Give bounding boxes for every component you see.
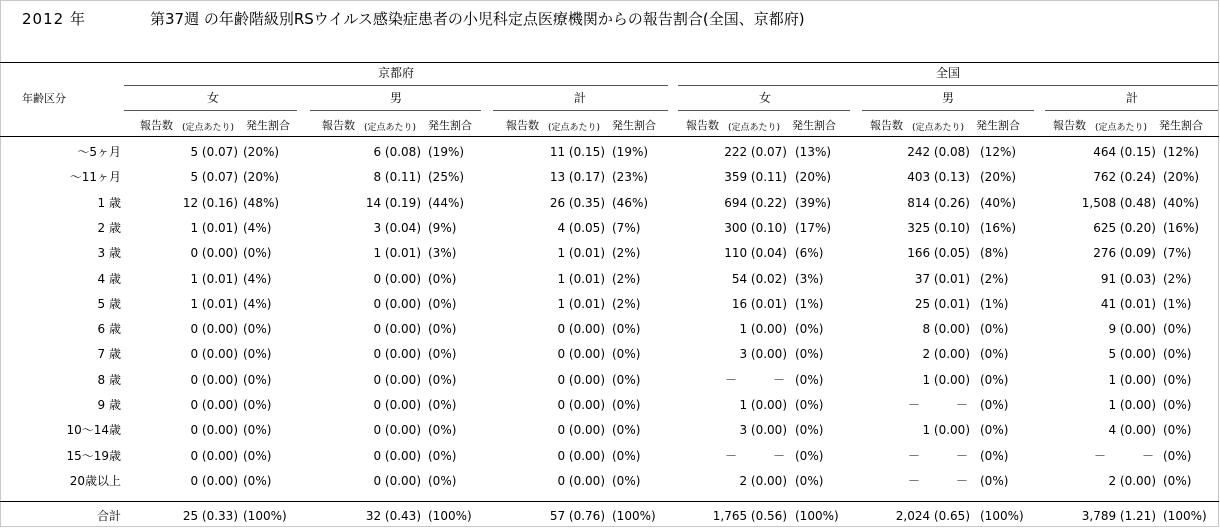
total-row-value-3: 1,765 (0.56): [712, 509, 787, 523]
report-title: 第37週 の年齢階級別RSウイルス感染症患者の小児科定点医療機関からの報告割合(全国、京都府): [150, 10, 805, 28]
national-header: 全国: [935, 66, 960, 80]
table-row-12-ratio-4: (0%): [980, 448, 1009, 463]
subheader-count-1: 報告数: [322, 119, 355, 132]
table-row-13-ratio-4: (0%): [980, 473, 1009, 488]
table-row-8-ratio-4: (0%): [980, 347, 1009, 362]
sex-rule-2: [493, 110, 668, 111]
table-row-1-ratio-0: (20%): [243, 170, 280, 185]
table-row-9-value-4: 1 (0.00): [922, 372, 970, 387]
table-row-7-age: 6 歳: [97, 322, 121, 337]
table-row-8-value-1: 0 (0.00): [373, 347, 421, 362]
table-row-4-value-1: 1 (0.01): [373, 246, 421, 261]
table-row-3-value-3: 300 (0.10): [724, 220, 787, 235]
table-row-10-ratio-4: (0%): [980, 398, 1009, 412]
table-row-13-value-4: － －: [908, 473, 969, 488]
table-row-13-ratio-3: (0%): [795, 473, 824, 488]
total-row-ratio-2: (100%): [612, 509, 656, 523]
table-row-0-ratio-1: (19%): [428, 145, 465, 159]
subheader-count-5: 報告数: [1053, 119, 1086, 132]
table-row-12-ratio-0: (0%): [243, 448, 272, 463]
table-row-0-age: 〜5ヶ月: [77, 145, 121, 159]
table-row-11-value-5: 4 (0.00): [1108, 423, 1156, 438]
subheader-per-2: (定点あたり): [548, 123, 601, 133]
table-row-8-value-4: 2 (0.00): [922, 347, 970, 362]
table-row-3-value-4: 325 (0.10): [907, 220, 970, 235]
table-row-8-ratio-5: (0%): [1163, 347, 1192, 362]
table-row-12-value-1: 0 (0.00): [373, 448, 421, 463]
subheader-per-1: (定点あたり): [364, 123, 417, 133]
table-row-13-value-3: 2 (0.00): [739, 473, 787, 488]
table-row-2-ratio-3: (39%): [795, 195, 832, 210]
table-row-9-value-5: 1 (0.00): [1108, 372, 1156, 387]
table-row-6-ratio-4: (1%): [980, 296, 1009, 311]
table-row-5-value-1: 0 (0.00): [373, 271, 421, 286]
total-row-ratio-4: (100%): [980, 509, 1024, 523]
header-bottom-rule: [0, 136, 1219, 137]
table-row-7-ratio-1: (0%): [428, 322, 457, 337]
table-row-5-age: 4 歳: [97, 271, 121, 286]
kyoto-header: 京都府: [377, 66, 414, 80]
subheader-per-3: (定点あたり): [728, 123, 781, 133]
table-row-0-ratio-5: (12%): [1163, 145, 1200, 159]
table-row-5-value-4: 37 (0.01): [914, 271, 970, 286]
table-row-12-ratio-2: (0%): [612, 448, 641, 463]
table-row-0-value-1: 6 (0.08): [373, 145, 421, 159]
table-row-7-value-3: 1 (0.00): [739, 322, 787, 337]
table-row-11-ratio-0: (0%): [243, 423, 272, 438]
table-row-8-value-2: 0 (0.00): [557, 347, 605, 362]
age-column-header: 年齢区分: [22, 92, 66, 105]
table-row-13-value-5: 2 (0.00): [1108, 473, 1156, 488]
table-row-12-value-0: 0 (0.00): [190, 448, 238, 463]
table-row-4-ratio-1: (3%): [428, 246, 457, 261]
subheader-per-4: (定点あたり): [912, 123, 965, 133]
table-row-6-ratio-0: (4%): [243, 296, 272, 311]
table-row-7-ratio-0: (0%): [243, 322, 272, 337]
table-row-13-ratio-0: (0%): [243, 473, 272, 488]
table-row-11-ratio-4: (0%): [980, 423, 1009, 438]
table-row-10-ratio-1: (0%): [428, 398, 457, 412]
table-row-12-ratio-3: (0%): [795, 448, 824, 463]
sex-header-4: 男: [941, 91, 954, 105]
national-group-rule: [678, 85, 1218, 86]
table-row-2-value-0: 12 (0.16): [182, 195, 238, 210]
subheader-count-0: 報告数: [140, 119, 173, 132]
table-row-10-ratio-2: (0%): [612, 398, 641, 412]
total-row-value-5: 3,789 (1.21): [1081, 509, 1156, 523]
table-row-3-ratio-5: (16%): [1163, 220, 1200, 235]
table-row-3-value-1: 3 (0.04): [373, 220, 421, 235]
table-row-0-value-5: 464 (0.15): [1093, 145, 1156, 159]
table-row-8-ratio-1: (0%): [428, 347, 457, 362]
subheader-ratio-0: 発生割合: [246, 119, 290, 132]
table-row-4-ratio-5: (7%): [1163, 246, 1192, 261]
table-row-5-value-0: 1 (0.01): [190, 271, 238, 286]
table-row-9-ratio-4: (0%): [980, 372, 1009, 387]
table-row-10-age: 9 歳: [97, 398, 121, 412]
table-row-8-ratio-0: (0%): [243, 347, 272, 362]
report-year: 2012 年: [22, 10, 86, 28]
table-row-5-ratio-3: (3%): [795, 271, 824, 286]
table-row-7-value-4: 8 (0.00): [922, 322, 970, 337]
table-row-13-age: 20歳以上: [69, 473, 121, 488]
table-row-7-value-0: 0 (0.00): [190, 322, 238, 337]
table-row-1-value-0: 5 (0.07): [190, 170, 238, 185]
table-row-0-value-4: 242 (0.08): [907, 145, 970, 159]
table-row-8-value-5: 5 (0.00): [1108, 347, 1156, 362]
table-row-1-value-1: 8 (0.11): [373, 170, 421, 185]
table-row-5-ratio-0: (4%): [243, 271, 272, 286]
sex-header-1: 男: [389, 91, 402, 105]
table-row-1-ratio-5: (20%): [1163, 170, 1200, 185]
table-row-5-value-3: 54 (0.02): [731, 271, 787, 286]
table-row-6-ratio-5: (1%): [1163, 296, 1192, 311]
table-row-6-ratio-1: (0%): [428, 296, 457, 311]
table-row-7-value-1: 0 (0.00): [373, 322, 421, 337]
table-row-10-ratio-5: (0%): [1163, 398, 1192, 412]
table-row-10-value-4: － －: [908, 398, 969, 412]
table-row-0-value-2: 11 (0.15): [549, 145, 605, 159]
table-row-4-ratio-3: (6%): [795, 246, 824, 261]
table-row-9-ratio-0: (0%): [243, 372, 272, 387]
table-row-3-ratio-1: (9%): [428, 220, 457, 235]
table-row-3-age: 2 歳: [97, 220, 121, 235]
table-row-7-ratio-3: (0%): [795, 322, 824, 337]
subheader-per-0: (定点あたり): [182, 123, 235, 133]
table-row-2-age: 1 歳: [97, 195, 121, 210]
table-row-13-ratio-1: (0%): [428, 473, 457, 488]
table-row-11-value-4: 1 (0.00): [922, 423, 970, 438]
table-row-2-ratio-2: (46%): [612, 195, 649, 210]
table-row-7-ratio-2: (0%): [612, 322, 641, 337]
kyoto-group-rule: [124, 85, 668, 86]
sex-header-3: 女: [758, 91, 771, 105]
table-row-11-value-2: 0 (0.00): [557, 423, 605, 438]
table-row-4-ratio-2: (2%): [612, 246, 641, 261]
subheader-ratio-2: 発生割合: [612, 119, 656, 132]
sex-rule-4: [862, 110, 1034, 111]
total-row-value-2: 57 (0.76): [549, 509, 605, 523]
sex-rule-3: [678, 110, 850, 111]
table-row-0-value-0: 5 (0.07): [190, 145, 238, 159]
table-row-3-ratio-2: (7%): [612, 220, 641, 235]
table-row-8-ratio-2: (0%): [612, 347, 641, 362]
subheader-ratio-5: 発生割合: [1159, 119, 1203, 132]
table-row-10-value-2: 0 (0.00): [557, 398, 605, 412]
table-row-8-value-3: 3 (0.00): [739, 347, 787, 362]
subheader-ratio-1: 発生割合: [428, 119, 472, 132]
subheader-per-5: (定点あたり): [1095, 123, 1148, 133]
subheader-ratio-4: 発生割合: [976, 119, 1020, 132]
table-row-13-value-2: 0 (0.00): [557, 473, 605, 488]
table-row-4-ratio-0: (0%): [243, 246, 272, 261]
table-row-1-ratio-3: (20%): [795, 170, 832, 185]
table-row-0-ratio-3: (13%): [795, 145, 832, 159]
table-row-5-ratio-5: (2%): [1163, 271, 1192, 286]
sex-rule-0: [124, 110, 297, 111]
table-row-8-age: 7 歳: [97, 347, 121, 362]
table-row-9-value-2: 0 (0.00): [557, 372, 605, 387]
table-row-9-ratio-5: (0%): [1163, 372, 1192, 387]
table-row-4-value-4: 166 (0.05): [907, 246, 970, 261]
table-row-13-value-0: 0 (0.00): [190, 473, 238, 488]
table-row-1-ratio-1: (25%): [428, 170, 465, 185]
table-row-9-ratio-3: (0%): [795, 372, 824, 387]
table-row-12-value-2: 0 (0.00): [557, 448, 605, 463]
table-row-1-ratio-4: (20%): [980, 170, 1017, 185]
table-row-6-value-2: 1 (0.01): [557, 296, 605, 311]
sex-header-2: 計: [573, 91, 586, 105]
subheader-ratio-3: 発生割合: [792, 119, 836, 132]
table-row-6-value-4: 25 (0.01): [914, 296, 970, 311]
table-row-4-value-2: 1 (0.01): [557, 246, 605, 261]
sex-header-0: 女: [206, 91, 219, 105]
table-row-3-ratio-4: (16%): [980, 220, 1017, 235]
table-row-2-value-2: 26 (0.35): [549, 195, 605, 210]
table-row-1-ratio-2: (23%): [612, 170, 649, 185]
sex-rule-1: [310, 110, 481, 111]
subheader-count-4: 報告数: [870, 119, 903, 132]
table-row-0-ratio-4: (12%): [980, 145, 1017, 159]
table-row-13-ratio-2: (0%): [612, 473, 641, 488]
sex-rule-5: [1045, 110, 1218, 111]
table-row-9-ratio-2: (0%): [612, 372, 641, 387]
table-row-3-value-0: 1 (0.01): [190, 220, 238, 235]
total-top-rule: [0, 501, 1219, 502]
table-row-12-value-3: － －: [725, 448, 786, 463]
total-row-value-4: 2,024 (0.65): [895, 509, 970, 523]
total-row-age: 合計: [96, 509, 121, 523]
table-row-6-age: 5 歳: [97, 296, 121, 311]
table-row-4-value-0: 0 (0.00): [190, 246, 238, 261]
table-row-8-value-0: 0 (0.00): [190, 347, 238, 362]
table-row-11-ratio-3: (0%): [795, 423, 824, 438]
table-row-11-ratio-5: (0%): [1163, 423, 1192, 438]
table-row-4-ratio-4: (8%): [980, 246, 1009, 261]
table-row-1-value-3: 359 (0.11): [724, 170, 787, 185]
table-row-5-value-5: 91 (0.03): [1100, 271, 1156, 286]
table-row-8-ratio-3: (0%): [795, 347, 824, 362]
table-row-12-ratio-5: (0%): [1163, 448, 1192, 463]
table-row-11-value-0: 0 (0.00): [190, 423, 238, 438]
total-row-value-1: 32 (0.43): [365, 509, 421, 523]
table-row-2-value-4: 814 (0.26): [907, 195, 970, 210]
table-row-6-value-0: 1 (0.01): [190, 296, 238, 311]
total-row-value-0: 25 (0.33): [182, 509, 238, 523]
table-row-13-value-1: 0 (0.00): [373, 473, 421, 488]
table-row-1-age: 〜11ヶ月: [69, 170, 121, 185]
table-row-5-ratio-2: (2%): [612, 271, 641, 286]
table-row-3-ratio-0: (4%): [243, 220, 272, 235]
table-row-0-ratio-0: (20%): [243, 145, 280, 159]
table-row-11-ratio-1: (0%): [428, 423, 457, 438]
table-row-5-ratio-4: (2%): [980, 271, 1009, 286]
table-row-10-value-3: 1 (0.00): [739, 398, 787, 412]
table-top-rule: [0, 62, 1219, 63]
table-row-2-ratio-1: (44%): [428, 195, 465, 210]
sex-header-5: 計: [1125, 91, 1138, 105]
table-row-12-age: 15〜19歳: [66, 448, 121, 463]
table-row-0-ratio-2: (19%): [612, 145, 649, 159]
table-row-11-value-3: 3 (0.00): [739, 423, 787, 438]
table-row-4-value-3: 110 (0.04): [724, 246, 787, 261]
table-row-6-value-3: 16 (0.01): [731, 296, 787, 311]
table-row-9-ratio-1: (0%): [428, 372, 457, 387]
subheader-count-3: 報告数: [686, 119, 719, 132]
table-row-3-ratio-3: (17%): [795, 220, 832, 235]
table-row-6-ratio-2: (2%): [612, 296, 641, 311]
table-row-11-age: 10〜14歳: [66, 423, 121, 438]
table-row-12-value-4: － －: [908, 448, 969, 463]
table-row-2-value-5: 1,508 (0.48): [1081, 195, 1156, 210]
table-row-2-ratio-4: (40%): [980, 195, 1017, 210]
table-row-9-value-1: 0 (0.00): [373, 372, 421, 387]
table-row-11-value-1: 0 (0.00): [373, 423, 421, 438]
table-row-12-ratio-1: (0%): [428, 448, 457, 463]
table-row-7-ratio-4: (0%): [980, 322, 1009, 337]
table-row-9-value-3: － －: [725, 372, 786, 387]
table-row-6-value-1: 0 (0.00): [373, 296, 421, 311]
total-row-ratio-3: (100%): [795, 509, 839, 523]
table-row-7-ratio-5: (0%): [1163, 322, 1192, 337]
subheader-count-2: 報告数: [506, 119, 539, 132]
table-row-3-value-5: 625 (0.20): [1093, 220, 1156, 235]
table-row-10-value-1: 0 (0.00): [373, 398, 421, 412]
table-row-5-value-2: 1 (0.01): [557, 271, 605, 286]
table-row-10-ratio-0: (0%): [243, 398, 272, 412]
total-row-ratio-0: (100%): [243, 509, 287, 523]
table-row-11-ratio-2: (0%): [612, 423, 641, 438]
table-row-1-value-2: 13 (0.17): [549, 170, 605, 185]
table-row-13-ratio-5: (0%): [1163, 473, 1192, 488]
table-row-5-ratio-1: (0%): [428, 271, 457, 286]
table-row-10-ratio-3: (0%): [795, 398, 824, 412]
total-row-ratio-5: (100%): [1163, 509, 1207, 523]
table-row-2-value-1: 14 (0.19): [365, 195, 421, 210]
table-row-6-ratio-3: (1%): [795, 296, 824, 311]
table-row-2-ratio-5: (40%): [1163, 195, 1200, 210]
table-row-4-value-5: 276 (0.09): [1093, 246, 1156, 261]
total-row-ratio-1: (100%): [428, 509, 472, 523]
table-row-7-value-2: 0 (0.00): [557, 322, 605, 337]
table-row-10-value-5: 1 (0.00): [1108, 398, 1156, 412]
table-row-2-ratio-0: (48%): [243, 195, 280, 210]
table-row-10-value-0: 0 (0.00): [190, 398, 238, 412]
table-row-1-value-5: 762 (0.24): [1093, 170, 1156, 185]
table-row-0-value-3: 222 (0.07): [724, 145, 787, 159]
table-row-12-value-5: － －: [1094, 448, 1155, 463]
table-row-9-age: 8 歳: [97, 372, 121, 387]
table-row-2-value-3: 694 (0.22): [724, 195, 787, 210]
table-row-3-value-2: 4 (0.05): [557, 220, 605, 235]
table-row-9-value-0: 0 (0.00): [190, 372, 238, 387]
table-row-6-value-5: 41 (0.01): [1100, 296, 1156, 311]
table-row-4-age: 3 歳: [97, 246, 121, 261]
table-row-7-value-5: 9 (0.00): [1108, 322, 1156, 337]
table-row-1-value-4: 403 (0.13): [907, 170, 970, 185]
